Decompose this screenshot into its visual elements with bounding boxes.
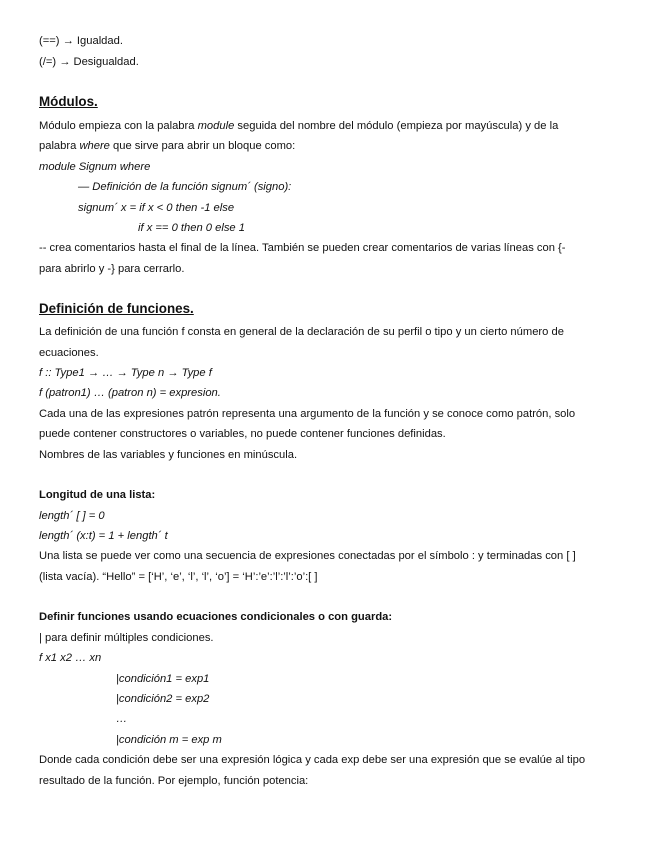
guarda-heading: Definir funciones usando ecuaciones condicionales o con guarda: xyxy=(39,611,393,623)
definicion-paragraph-line-2: ecuaciones. xyxy=(39,347,99,359)
code-signum-line-2: if x == 0 then 0 else 1 xyxy=(138,222,245,234)
code-function-equation: f (patron1) … (patron n) = expresion. xyxy=(39,387,221,399)
comment-explanation-line-2: para abrirlo y -} para cerrarlo. xyxy=(39,263,185,275)
definicion-paragraph-line-5: Nombres de las variables y funciones en minúscula. xyxy=(39,449,298,461)
definicion-paragraph-line-4: puede contener constructores o variables, no puede contener funciones definidas. xyxy=(39,428,446,440)
guarda-paragraph-line-2: Donde cada condición debe ser una expresión lógica y cada exp debe ser una expresión que se evalúe al tipo xyxy=(39,754,586,766)
equality-operator-line: (==) → Igualdad. xyxy=(39,35,123,47)
keyword-where: where xyxy=(79,140,110,152)
code-guard-condition-2: |condición2 = exp2 xyxy=(116,693,210,705)
text-fragment: que sirve para abrir un bloque como: xyxy=(109,140,296,152)
guarda-paragraph-line-1: | para definir múltiples condiciones. xyxy=(39,632,214,644)
code-type-signature: f :: Type1 → … → Type n → Type f xyxy=(39,367,212,379)
guarda-paragraph-line-3: resultado de la función. Por ejemplo, función potencia: xyxy=(39,775,309,787)
definicion-paragraph-line-3: Cada una de las expresiones patrón representa una argumento de la función y se conoce como patrón, solo xyxy=(39,408,576,420)
code-guard-condition-1: |condición1 = exp1 xyxy=(116,673,210,685)
code-length-empty: length´ [ ] = 0 xyxy=(39,510,105,522)
definicion-paragraph-line-1: La definición de una función f consta en general de la declaración de su perfil o tipo y un cierto número de xyxy=(39,326,564,338)
definicion-heading: Definición de funciones. xyxy=(39,301,194,316)
text-fragment: Módulo empieza con la palabra xyxy=(39,120,198,132)
code-comment-line: — Definición de la función signum´ (signo): xyxy=(78,181,292,193)
comment-explanation-line-1: -- crea comentarios hasta el final de la línea. También se pueden crear comentarios de varias líneas con {- xyxy=(39,242,566,254)
modulos-paragraph-line-2 xyxy=(39,139,295,153)
code-length-cons: length´ (x:t) = 1 + length´ t xyxy=(39,530,168,542)
code-signum-line-1: signum´ x = if x < 0 then -1 else xyxy=(78,202,235,214)
text-fragment: seguida del nombre del módulo (empieza por mayúscula) y de la xyxy=(234,120,559,132)
longitud-paragraph-line-2: (lista vacía). “Hello” = [‘H’, ‘e’, ‘l’, ‘l’, ‘o’] = ‘H’:’e’:’l’:’l’:’o’:[ ] xyxy=(39,571,318,583)
code-guard-condition-m: |condición m = exp m xyxy=(116,734,222,746)
code-guard-ellipsis: … xyxy=(116,713,128,725)
text-fragment: palabra xyxy=(39,140,80,152)
code-module-declaration: module Signum where xyxy=(39,161,151,173)
modulos-heading: Módulos. xyxy=(39,94,98,109)
code-guard-header: f x1 x2 … xn xyxy=(39,652,102,664)
longitud-heading: Longitud de una lista: xyxy=(39,489,156,501)
modulos-paragraph-line-1 xyxy=(39,119,558,133)
longitud-paragraph-line-1: Una lista se puede ver como una secuencia de expresiones conectadas por el símbolo : y terminadas con [ ] xyxy=(39,550,576,562)
inequality-operator-line: (/=) → Desigualdad. xyxy=(39,56,139,68)
keyword-module: module xyxy=(197,120,235,132)
